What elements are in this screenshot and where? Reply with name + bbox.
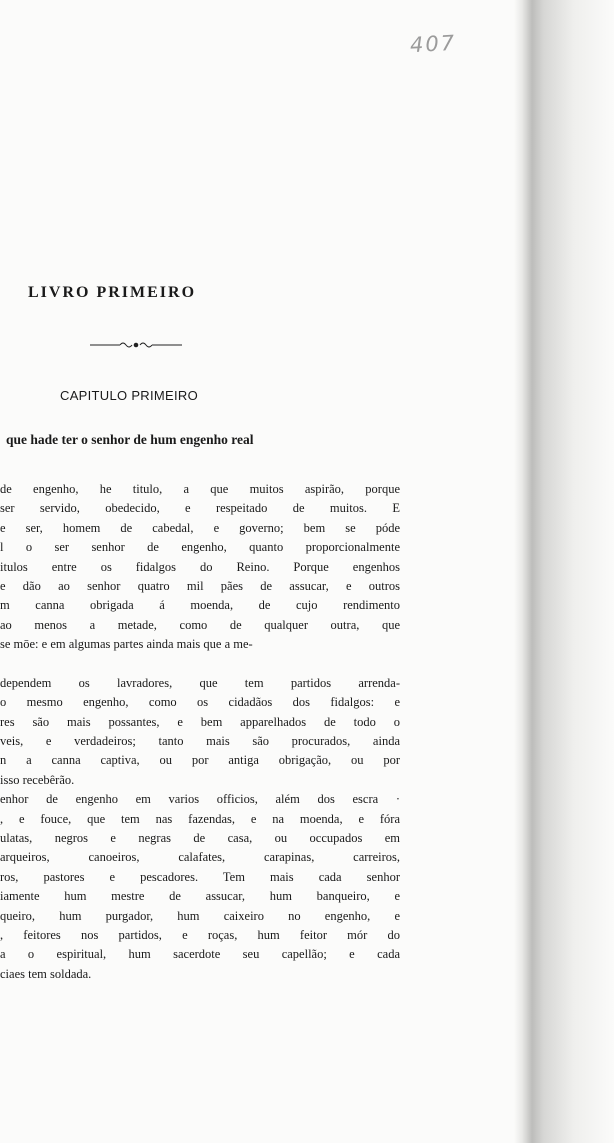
text-line: e dão ao senhor quatro mil pães de assucar, e outros <box>0 578 400 593</box>
text-line: e ser, homem de cabedal, e governo; bem se póde <box>0 520 400 535</box>
text-line: ros, pastores e pescadores. Tem mais cada senhor <box>0 869 400 884</box>
text-line: de engenho, he titulo, a que muitos aspirão, porque <box>0 482 400 496</box>
text-line: isso recebêrão. <box>0 772 75 787</box>
text-line: arqueiros, canoeiros, calafates, carapinas, carreiros, <box>0 850 400 865</box>
ornament-divider <box>90 338 182 352</box>
chapter-title: CAPITULO PRIMEIRO <box>60 388 199 403</box>
text-line: dependem os lavradores, que tem partidos arrenda- <box>0 675 400 690</box>
text-line: n a canna captiva, ou por antiga obrigação, ou por <box>0 753 400 768</box>
page-gutter-shadow <box>514 0 614 1143</box>
text-line: ser servido, obedecido, e respeitado de muitos. E <box>0 501 400 516</box>
text-line: se mōe: e em algumas partes ainda mais que a me- <box>0 637 253 652</box>
text-line: ulatas, negros e negras de casa, ou occupados em <box>0 831 400 846</box>
text-line: m canna obrigada á moenda, de cujo rendimento <box>0 598 400 613</box>
text-line: a o espiritual, hum sacerdote seu capellão; e cada <box>0 947 400 962</box>
book-title: LIVRO PRIMEIRO <box>28 284 197 301</box>
text-line: , feitores nos partidos, e roças, hum feitor mór do <box>0 927 400 942</box>
text-line: , e fouce, que tem nas fazendas, e na moenda, e fóra <box>0 811 400 826</box>
body-text <box>0 480 400 984</box>
text-line: queiro, hum purgador, hum caixeiro no engenho, e <box>0 908 400 923</box>
text-line: ao menos a metade, como de qualquer outra, que <box>0 617 400 632</box>
text-line: itulos entre os fidalgos do Reino. Porque engenhos <box>0 559 400 574</box>
text-line: iamente hum mestre de assucar, hum banqueiro, e <box>0 889 400 904</box>
text-line: l o ser senhor de engenho, quanto proporcionalmente <box>0 540 400 555</box>
text-line <box>0 655 400 674</box>
text-line: o mesmo engenho, como os cidadãos dos fidalgos: e <box>0 695 400 710</box>
text-line: enhor de engenho em varios officios, além dos escra · <box>0 792 400 807</box>
chapter-subtitle: que hade ter o senhor de hum engenho real <box>6 432 254 447</box>
page-number: 407 <box>409 30 457 58</box>
text-line: res são mais possantes, e bem apparelhados de todo o <box>0 714 400 729</box>
text-line: veis, e verdadeiros; tanto mais são procurados, ainda <box>0 734 400 749</box>
text-line: ciaes tem soldada. <box>0 966 92 981</box>
